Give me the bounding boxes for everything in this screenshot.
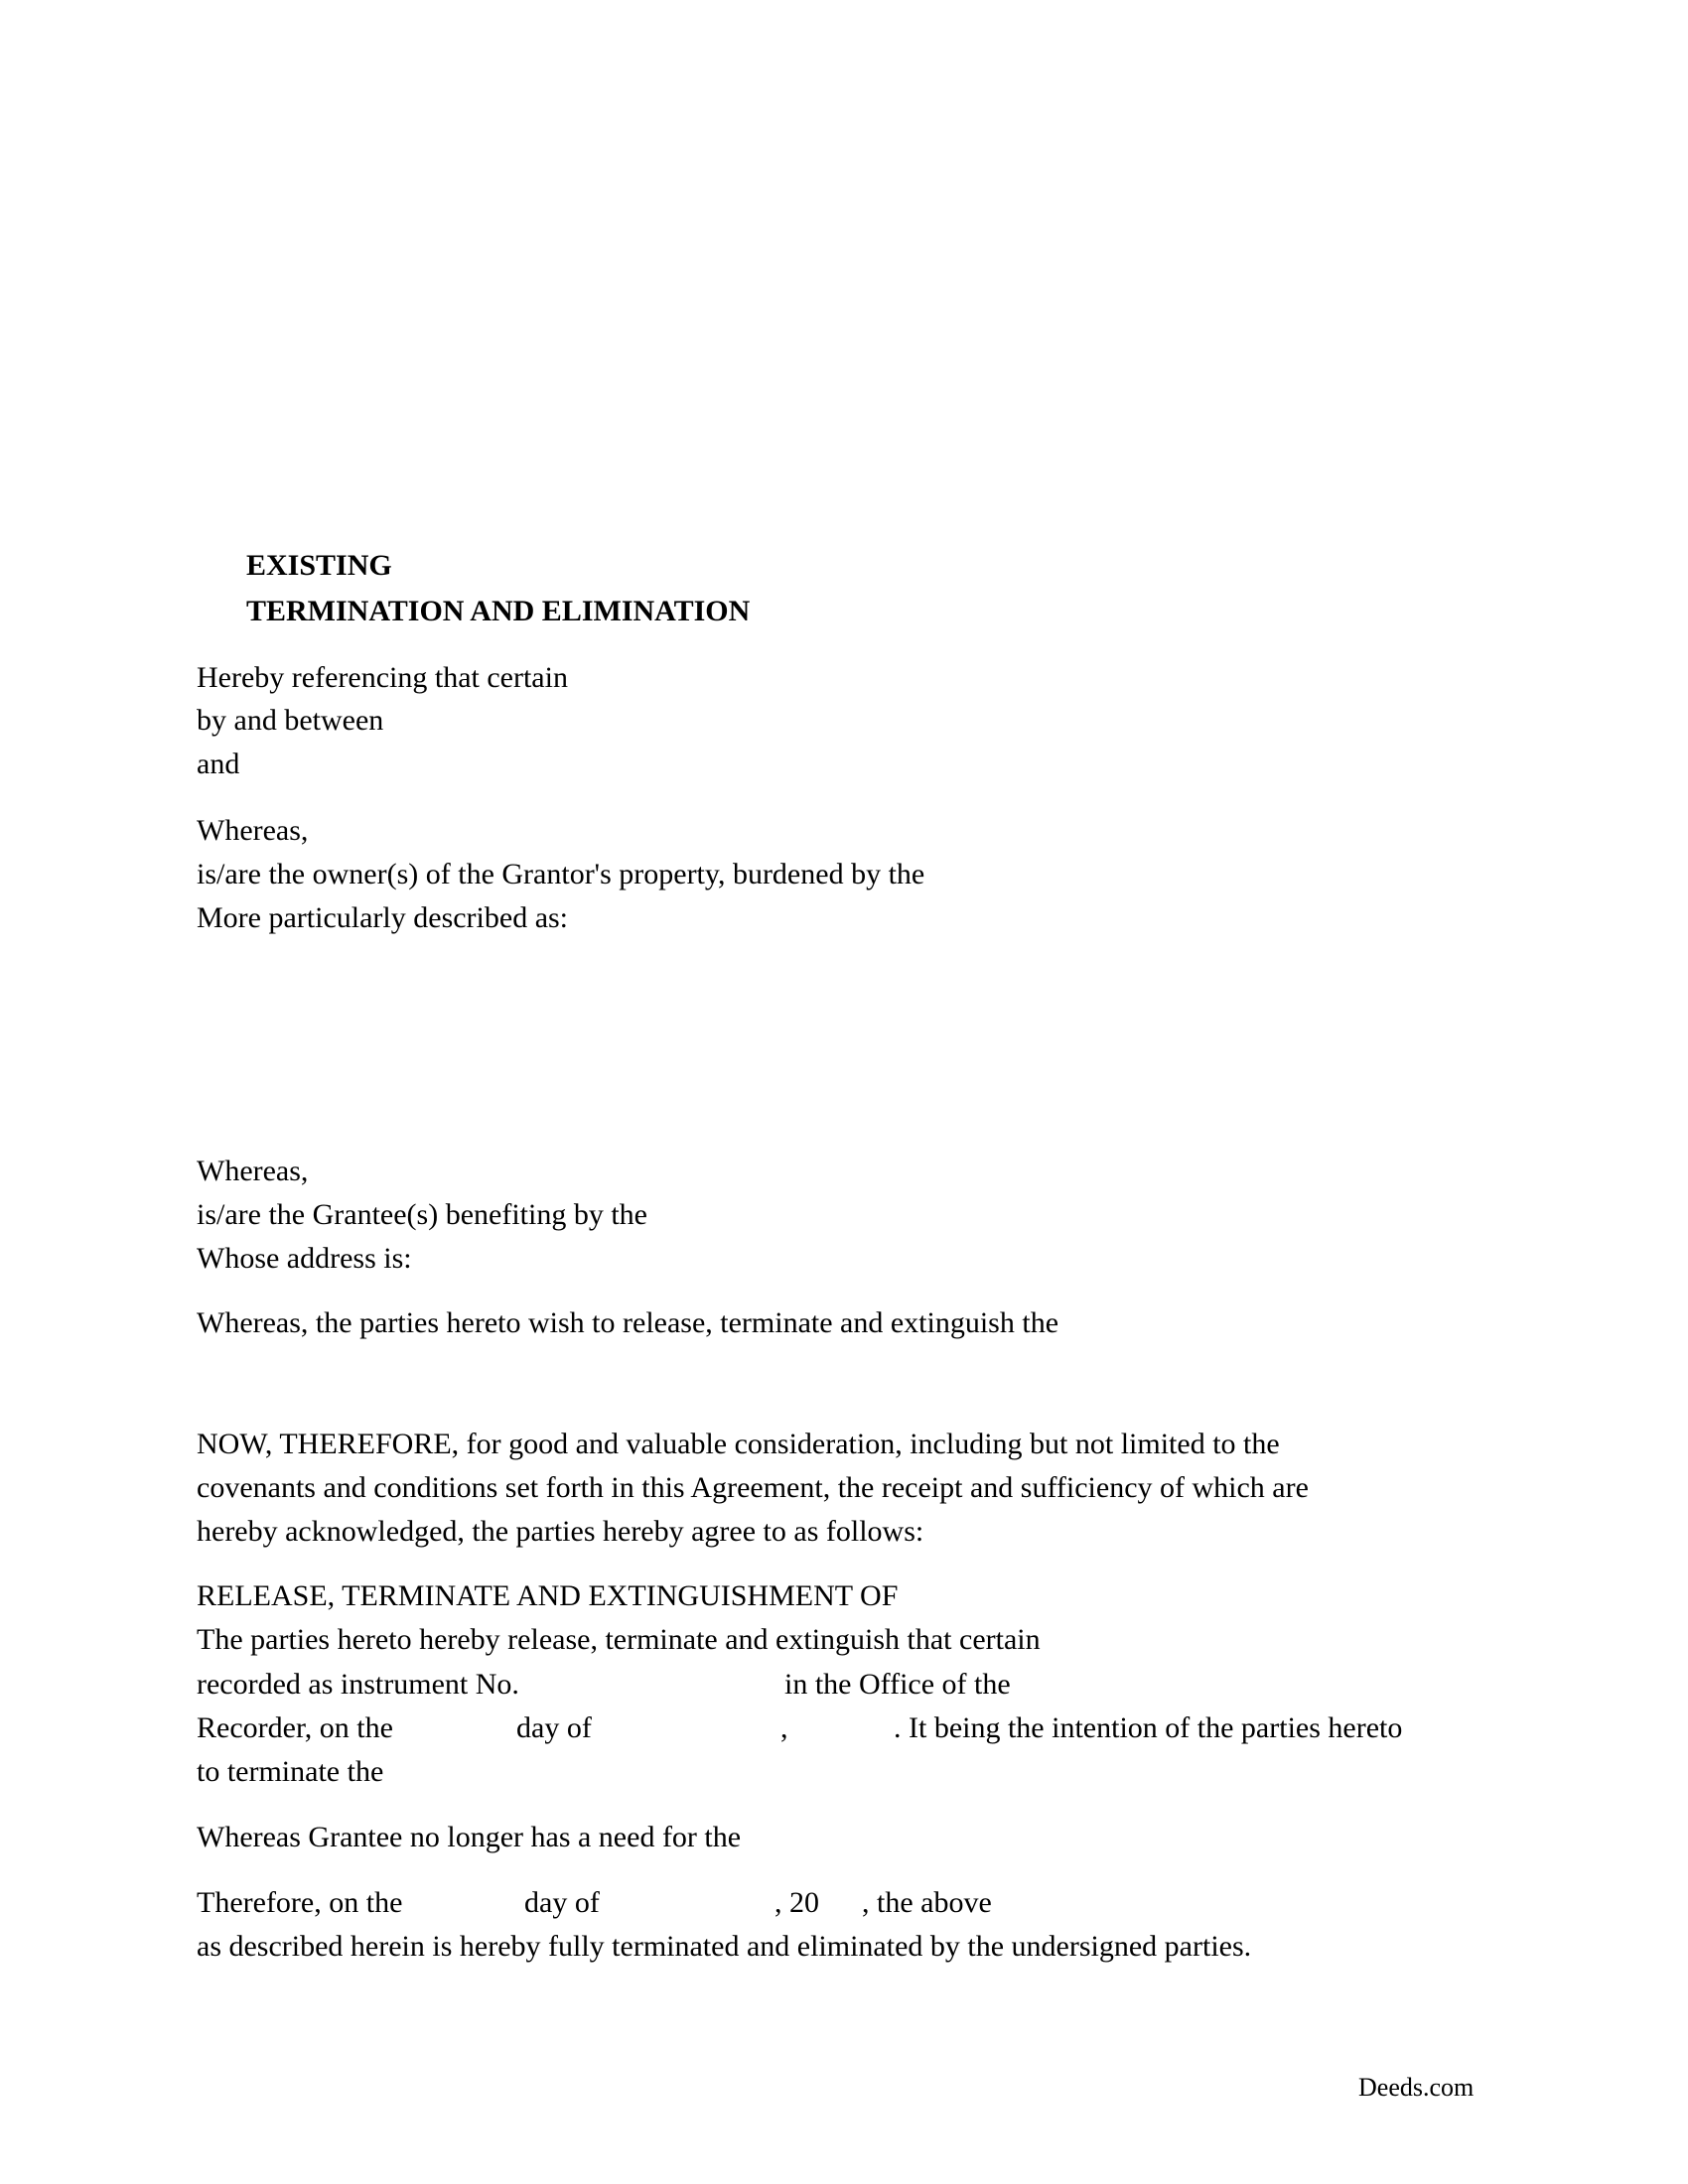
grantor-whereas-line-2: is/are the owner(s) of the Grantor's property, burdened by the xyxy=(197,858,925,890)
grantor-whereas-line-3: More particularly described as: xyxy=(197,901,569,934)
therefore-line-1-start: Therefore, on the xyxy=(197,1886,403,1919)
reference-line-1: Hereby referencing that certain xyxy=(197,661,568,694)
release-line-3-day-of: day of xyxy=(516,1711,592,1744)
wish-paragraph: Whereas, the parties hereto wish to release, terminate and extinguish the xyxy=(197,1306,1059,1339)
release-line-3-comma: , xyxy=(780,1711,788,1744)
grantee-whereas-line-2: is/are the Grantee(s) benefiting by the xyxy=(197,1198,647,1231)
title-line-1: EXISTING xyxy=(246,549,392,582)
reference-line-3: and xyxy=(197,748,240,780)
grantee-whereas-line-3: Whose address is: xyxy=(197,1242,412,1275)
grantor-whereas-line-1: Whereas, xyxy=(197,814,309,847)
consideration-line-3: hereby acknowledged, the parties hereby agree to as follows: xyxy=(197,1515,924,1548)
therefore-line-1-end: , the above xyxy=(862,1886,992,1919)
therefore-line-1-year: , 20 xyxy=(774,1886,819,1919)
therefore-line-2: as described herein is hereby fully terminated and eliminated by the undersigned parties. xyxy=(197,1930,1252,1963)
grantee-whereas-line-1: Whereas, xyxy=(197,1155,309,1187)
release-line-2-end: in the Office of the xyxy=(784,1668,1011,1701)
consideration-line-2: covenants and conditions set forth in this Agreement, the receipt and sufficiency of which are xyxy=(197,1471,1309,1504)
footer-brand: Deeds.com xyxy=(1358,2073,1475,2102)
therefore-line-1-day-of: day of xyxy=(524,1886,600,1919)
release-line-2-start: recorded as instrument No. xyxy=(197,1668,519,1701)
release-line-4: to terminate the xyxy=(197,1755,384,1788)
title-line-2: TERMINATION AND ELIMINATION xyxy=(246,595,751,627)
consideration-line-1: NOW, THEREFORE, for good and valuable consideration, including but not limited to the xyxy=(197,1428,1280,1460)
release-line-3-start: Recorder, on the xyxy=(197,1711,393,1744)
no-need-paragraph: Whereas Grantee no longer has a need for the xyxy=(197,1821,742,1853)
release-line-3-end: . It being the intention of the parties hereto xyxy=(894,1711,1403,1744)
release-heading: RELEASE, TERMINATE AND EXTINGUISHMENT OF xyxy=(197,1579,899,1612)
reference-line-2: by and between xyxy=(197,704,384,737)
release-line-1: The parties hereto hereby release, terminate and extinguish that certain xyxy=(197,1623,1041,1656)
